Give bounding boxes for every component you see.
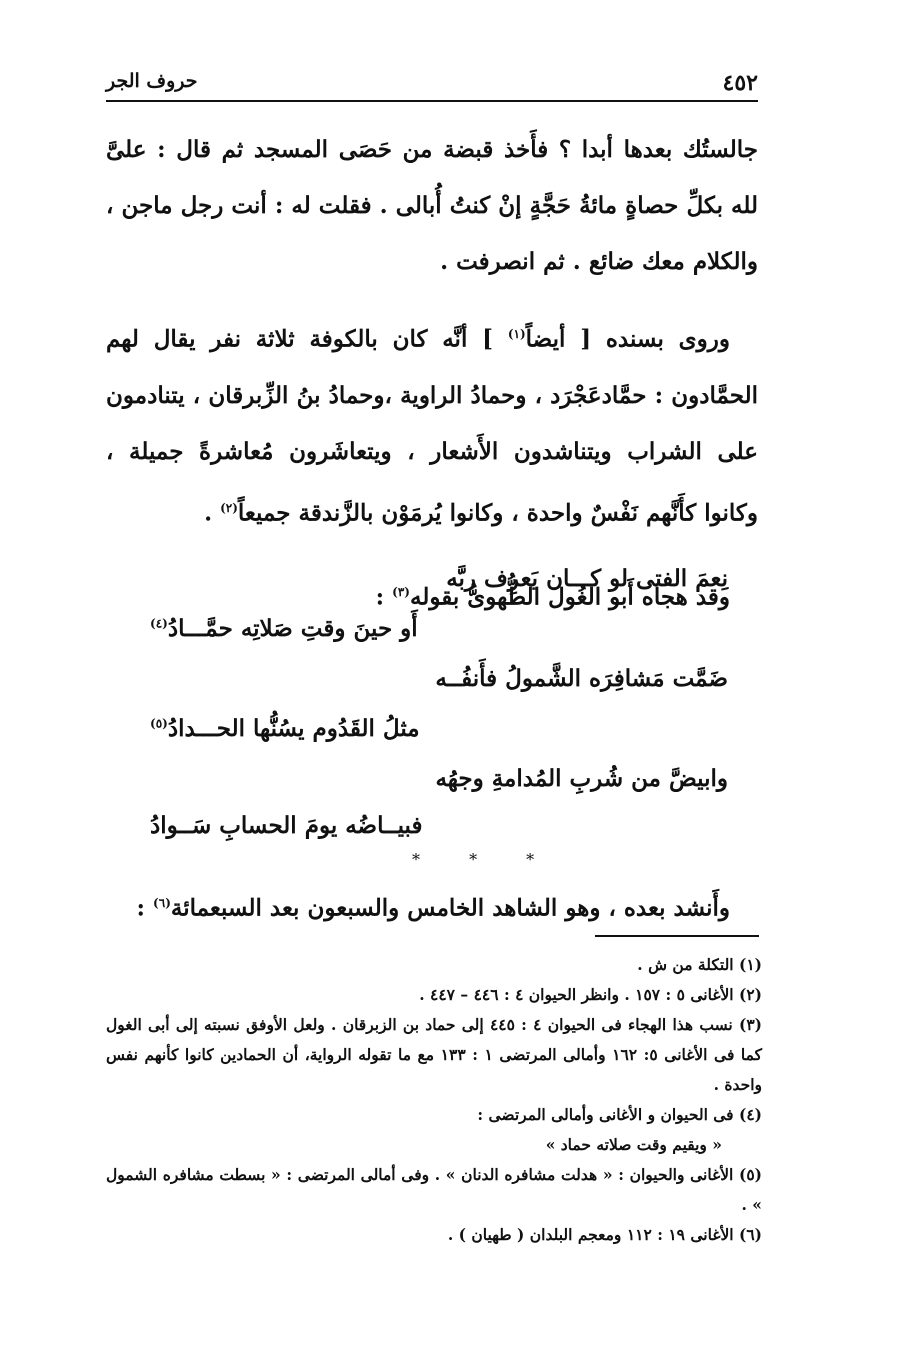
footnote-4: (٤) فى الحيوان و الأغانى وأمالى المرتضى : (477, 1105, 762, 1124)
verse-text: وابيضَّ من شُربِ المُدامةِ وجهُه (435, 765, 728, 792)
footnote-2: (٢) الأغانى ٥ : ١٥٧ . وانظر الحيوان ٤ : ٤٤٦ – ٤٤٧ . (419, 985, 762, 1004)
footnote-divider (595, 935, 759, 937)
running-title: حروف الجر (106, 70, 198, 92)
verse-line-2 (150, 615, 418, 642)
verse-text: فبيــاضُه يومَ الحسابِ سَــوادُ (150, 812, 423, 839)
verse-line-4 (150, 715, 420, 742)
verse-line-3 (435, 665, 728, 692)
paragraph-2-part-a: وروى بسنده [ أيضاً (525, 325, 730, 353)
page-header (106, 66, 758, 102)
paragraph-3-part-a: وقد هجاه أَبو الغُول الطُّهوىُّ بقوله (409, 583, 730, 611)
paragraph-2 (106, 306, 758, 541)
paragraph-1: جالستُك بعدها أبدا ؟ فأَخذ قبضة من حَصَى المسجد ثم قال : علىَّ لله بكلِّ حصاةٍ مائةُ حَجَّةٍ إنْ كنتُ أُبالى . فقلت له : أنت رجل ماجن ، والكلام معك ضائع . ثم انصرفت . (106, 136, 758, 275)
footnote-ref-2: (٢) (220, 500, 238, 515)
verse-text: نِعمَ الفتى لو كـــان يَعرِف ربَّه (446, 565, 728, 592)
paragraph-last-part-a: وأَنشد بعده ، وهو الشاهد الخامس والسبعون بعد السبعمائة (170, 894, 730, 922)
footnote-6: (٦) الأغانى ١٩ : ١١٢ ومعجم البلدان ( طهيان ) . (447, 1225, 762, 1244)
footnote-ref-6: (٦) (153, 896, 171, 910)
main-text (106, 122, 758, 626)
verse-text: ضَمَّت مَشافِرَه الشَّمولُ فأَنفُــه (435, 665, 728, 692)
page-number: ٤٥٢ (722, 70, 758, 96)
verse-line-5 (435, 765, 728, 792)
verse-text: مثلُ القَدُوم يسُنُّها الحـــدادُ (167, 715, 420, 742)
verse-line-6 (150, 812, 422, 839)
footnote-ref-3: (٣) (392, 585, 410, 600)
footnote-1: (١) التكلة من ش . (637, 955, 762, 974)
footnote-5: (٥) الأغانى والحيوان : « هدلت مشافره الدنان » . وفى أمالى المرتضى : « بسطت مشافره الشمول » . (106, 1165, 762, 1214)
paragraph-2-part-b: ] أنَّه كان بالكوفة ثلاثة نفر يقال لهم الحمَّادون : حمَّادعَجْرَد ، وحمادُ الراوية ،وحمادُ بنُ الزِّبرقان ، يتنادمون على الشراب ويتناشدون الأَشعار ، ويتعاشَرون مُعاشرةً جميلة ، وكانوا كأَنَّهم نَفْسٌ واحدة ، وكانوا يُرمَوْن بالزَّندقة جميعاً (106, 325, 758, 527)
paragraph-last (106, 878, 758, 934)
verse-text: أَو حينَ وقتِ صَلاتِه حمَّـــادُ (167, 615, 418, 642)
verse-line-1 (446, 565, 728, 592)
verse-footnote: (٤) (150, 616, 168, 631)
section-stars: * * * (412, 850, 557, 869)
paragraph-last-part-b: : (136, 894, 154, 922)
footnotes (106, 950, 762, 1250)
footnote-ref-1: (١) (507, 327, 526, 341)
footnote-4-quote: « ويقيم وقت صلاته حماد » (545, 1135, 722, 1154)
paragraph-3-part-b: : (375, 583, 393, 611)
footnote-3: (٣) نسب هذا الهجاء فى الحيوان ٤ : ٤٤٥ إلى حماد بن الزبرقان . ولعل الأوفق نسبته إلى أبى الغول كما فى الأغانى ٥: ١٦٢ وأمالى المرتضى ١ : ١٣٣ مع ما تقوله الرواية، أن الحمادين كانوا كأنهم نفس واحدة . (106, 1015, 762, 1094)
paragraph-2-part-c: . (204, 499, 221, 527)
verse-footnote: (٥) (150, 716, 168, 731)
